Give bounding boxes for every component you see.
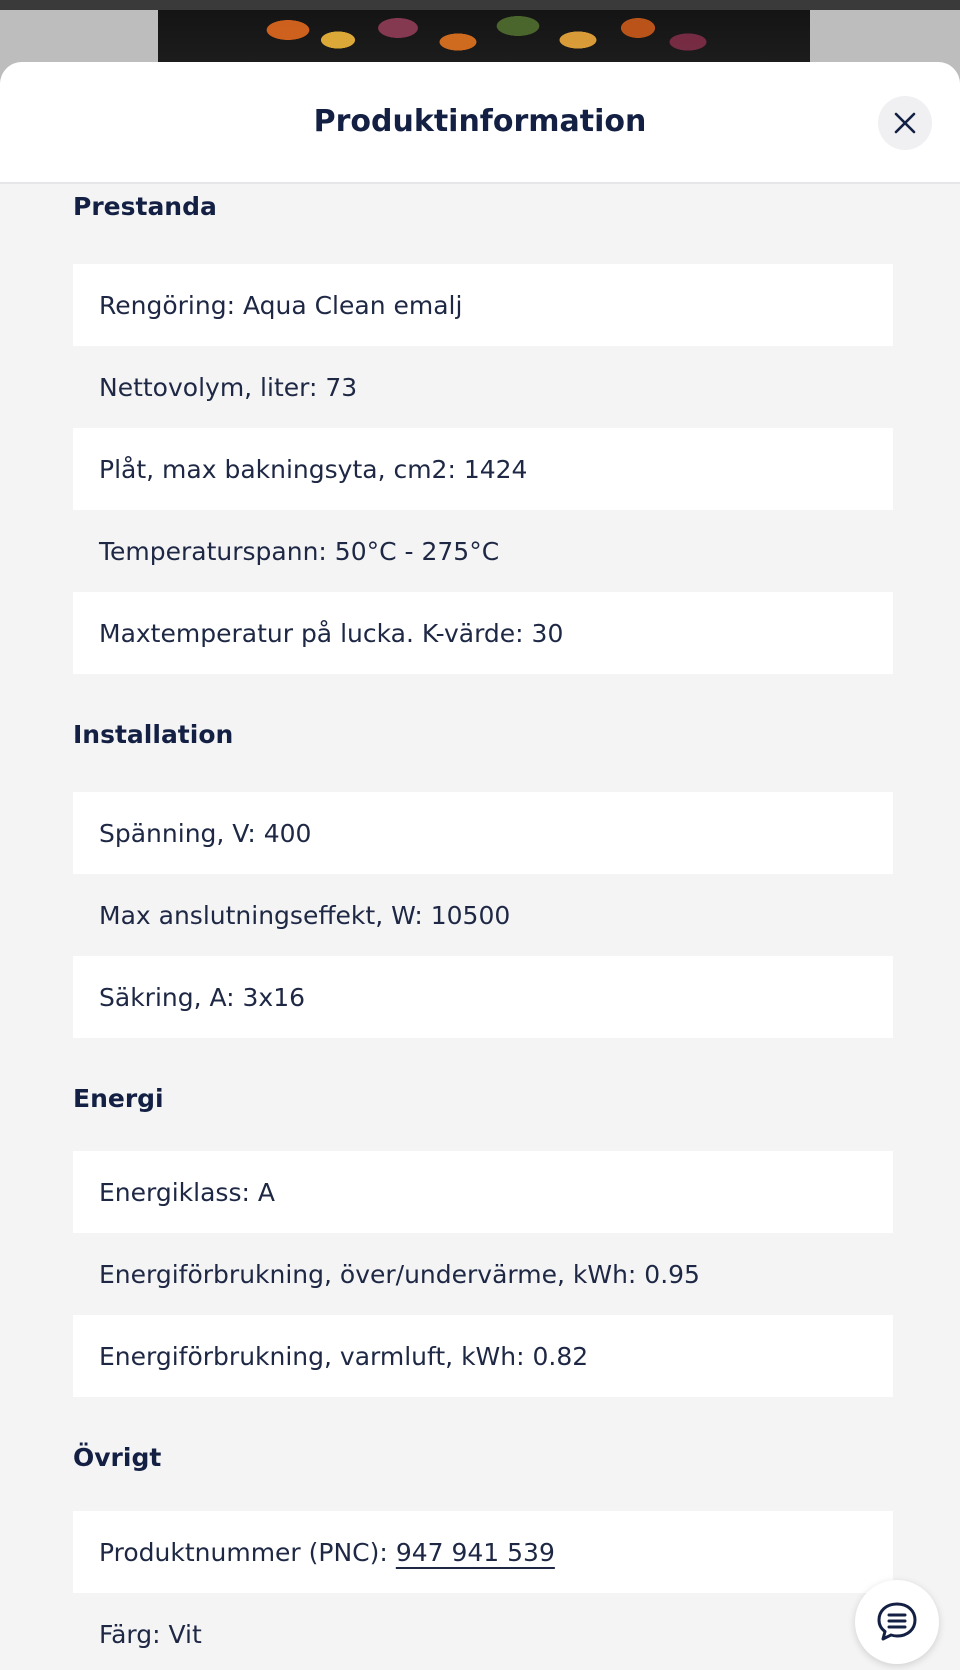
spec-row: Spänning, V: 400 [73, 792, 893, 874]
pnc-label: Produktnummer (PNC): [99, 1537, 388, 1567]
status-strip [0, 0, 960, 10]
section-title-ovrigt: Övrigt [73, 1443, 162, 1472]
section-title-energi: Energi [73, 1084, 164, 1113]
spec-row-pnc [73, 1511, 893, 1593]
spec-row: Maxtemperatur på lucka. K-värde: 30 [73, 592, 893, 674]
section-title-installation: Installation [73, 720, 234, 749]
spec-row: Energiförbrukning, över/undervärme, kWh: 0.95 [99, 1259, 700, 1289]
chat-bubble-icon [875, 1600, 919, 1644]
sheet-header [0, 62, 960, 184]
spec-row: Max anslutningseffekt, W: 10500 [99, 900, 511, 930]
chat-button[interactable] [855, 1580, 939, 1664]
spec-row: Rengöring: Aqua Clean emalj [73, 264, 893, 346]
product-info-sheet [0, 62, 960, 1670]
vegetables-photo [258, 10, 708, 62]
section-title-prestanda: Prestanda [73, 192, 217, 221]
pnc-link[interactable]: 947 941 539 [395, 1537, 555, 1567]
sheet-title: Produktinformation [313, 104, 647, 139]
spec-row: Säkring, A: 3x16 [73, 956, 893, 1038]
close-button[interactable] [878, 96, 932, 150]
spec-row: Nettovolym, liter: 73 [99, 372, 358, 402]
close-icon [893, 111, 917, 135]
spec-row: Temperaturspann: 50°C - 275°C [99, 536, 500, 566]
spec-row: Plåt, max bakningsyta, cm2: 1424 [73, 428, 893, 510]
spec-row: Färg: Vit [99, 1619, 202, 1649]
spec-row: Energiförbrukning, varmluft, kWh: 0.82 [73, 1315, 893, 1397]
spec-row: Energiklass: A [73, 1151, 893, 1233]
